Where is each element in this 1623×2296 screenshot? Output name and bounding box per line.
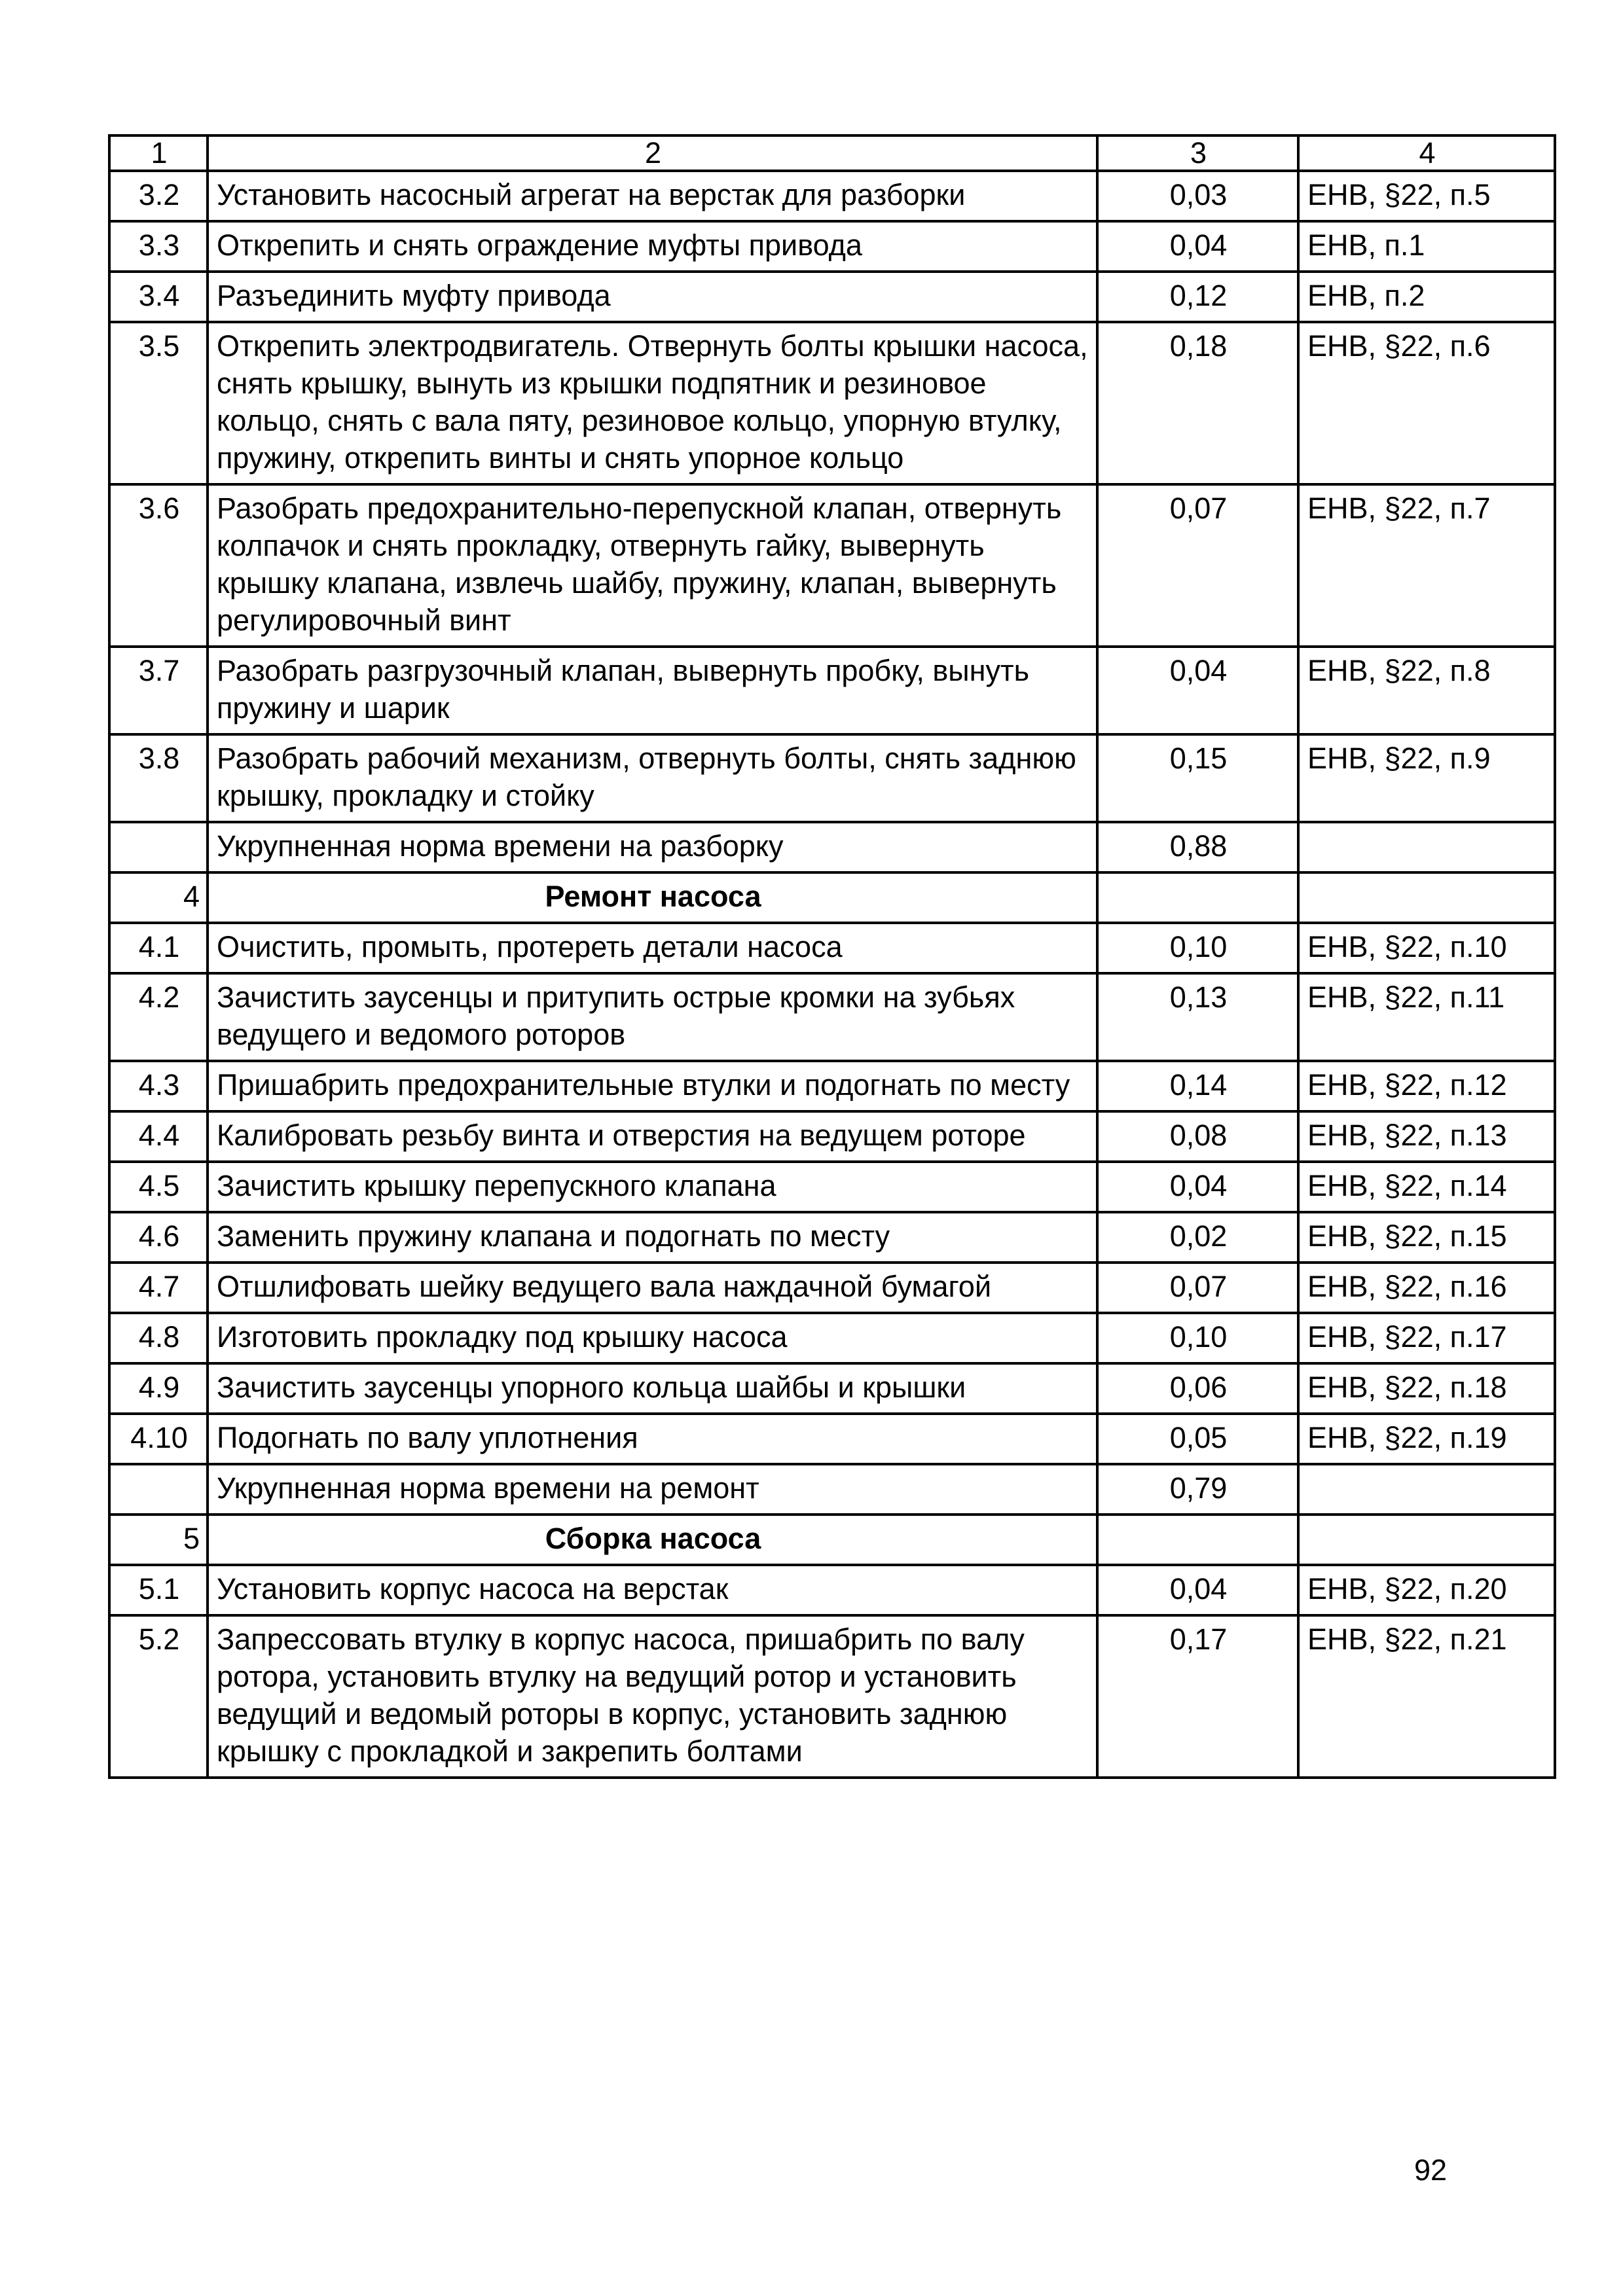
row-reference: ЕНВ, §22, п.18 [1298, 1363, 1555, 1414]
table-row [109, 322, 1555, 484]
row-description: Разъединить муфту привода [208, 272, 1097, 322]
row-description: Открепить электродвигатель. Отвернуть болты крышки насоса, снять крышку, вынуть из крышки подпятник и резиновое кольцо, снять с вала пяту, резиновое кольцо, упорную втулку, пружину, открепить винты и снять упорное кольцо [208, 322, 1097, 484]
row-reference: ЕНВ, §22, п.11 [1298, 973, 1555, 1061]
row-description: Зачистить заусенцы упорного кольца шайбы и крышки [208, 1363, 1097, 1414]
header-cell: 2 [208, 135, 1097, 171]
table-row [109, 221, 1555, 272]
table-row [109, 272, 1555, 322]
row-number: 3.5 [109, 322, 208, 484]
row-reference: ЕНВ, §22, п.10 [1298, 923, 1555, 973]
row-reference: ЕНВ, §22, п.12 [1298, 1061, 1555, 1111]
row-time-norm: 0,88 [1097, 822, 1298, 872]
row-description: Установить насосный агрегат на верстак для разборки [208, 171, 1097, 221]
row-number: 4.4 [109, 1111, 208, 1162]
row-time-norm: 0,04 [1097, 647, 1298, 734]
row-reference: ЕНВ, п.2 [1298, 272, 1555, 322]
row-reference [1298, 1515, 1555, 1565]
row-number: 3.6 [109, 484, 208, 647]
header-cell: 1 [109, 135, 208, 171]
row-description: Отшлифовать шейку ведущего вала наждачной бумагой [208, 1263, 1097, 1313]
row-time-norm: 0,04 [1097, 1565, 1298, 1615]
section-row [109, 872, 1555, 923]
row-reference: ЕНВ, §22, п.17 [1298, 1313, 1555, 1363]
page-number: 92 [1414, 2153, 1448, 2187]
row-number: 3.8 [109, 734, 208, 822]
table-row [109, 484, 1555, 647]
table-row [109, 647, 1555, 734]
table-row [109, 973, 1555, 1061]
row-number: 3.3 [109, 221, 208, 272]
row-description: Установить корпус насоса на верстак [208, 1565, 1097, 1615]
row-time-norm: 0,10 [1097, 1313, 1298, 1363]
row-reference [1298, 872, 1555, 923]
row-time-norm: 0,10 [1097, 923, 1298, 973]
row-description: Подогнать по валу уплотнения [208, 1414, 1097, 1464]
row-number: 5 [109, 1515, 208, 1565]
row-reference [1298, 822, 1555, 872]
row-description: Очистить, промыть, протереть детали насоса [208, 923, 1097, 973]
table-row [109, 1263, 1555, 1313]
row-number [109, 1464, 208, 1515]
row-reference: ЕНВ, §22, п.16 [1298, 1263, 1555, 1313]
table-row [109, 1363, 1555, 1414]
row-number: 4.7 [109, 1263, 208, 1313]
row-time-norm: 0,02 [1097, 1212, 1298, 1263]
row-reference: ЕНВ, §22, п.19 [1298, 1414, 1555, 1464]
row-number [109, 822, 208, 872]
table-row [109, 1162, 1555, 1212]
row-reference: ЕНВ, §22, п.21 [1298, 1615, 1555, 1778]
row-time-norm [1097, 1515, 1298, 1565]
row-time-norm: 0,07 [1097, 484, 1298, 647]
header-row [109, 135, 1555, 171]
row-description: Укрупненная норма времени на разборку [208, 822, 1097, 872]
row-description: Разобрать разгрузочный клапан, вывернуть пробку, вынуть пружину и шарик [208, 647, 1097, 734]
row-time-norm: 0,08 [1097, 1111, 1298, 1162]
row-time-norm: 0,79 [1097, 1464, 1298, 1515]
row-time-norm: 0,17 [1097, 1615, 1298, 1778]
row-description: Пришабрить предохранительные втулки и подогнать по месту [208, 1061, 1097, 1111]
row-time-norm: 0,05 [1097, 1414, 1298, 1464]
table-row [109, 1565, 1555, 1615]
section-row [109, 1515, 1555, 1565]
row-number: 4.10 [109, 1414, 208, 1464]
row-reference: ЕНВ, §22, п.14 [1298, 1162, 1555, 1212]
table-row [109, 822, 1555, 872]
row-reference: ЕНВ, §22, п.13 [1298, 1111, 1555, 1162]
row-reference: ЕНВ, §22, п.6 [1298, 322, 1555, 484]
row-reference [1298, 1464, 1555, 1515]
row-number: 3.2 [109, 171, 208, 221]
row-reference: ЕНВ, §22, п.8 [1298, 647, 1555, 734]
row-description: Запрессовать втулку в корпус насоса, пришабрить по валу ротора, установить втулку на ведущий ротор и установить ведущий и ведомый роторы в корпус, установить заднюю крышку с прокладкой и закрепить болтами [208, 1615, 1097, 1778]
row-description: Заменить пружину клапана и подогнать по месту [208, 1212, 1097, 1263]
table-row [109, 923, 1555, 973]
table-row [109, 1212, 1555, 1263]
row-time-norm: 0,03 [1097, 171, 1298, 221]
row-description: Разобрать рабочий механизм, отвернуть болты, снять заднюю крышку, прокладку и стойку [208, 734, 1097, 822]
table-body [109, 135, 1555, 1778]
row-reference: ЕНВ, §22, п.20 [1298, 1565, 1555, 1615]
row-reference: ЕНВ, §22, п.15 [1298, 1212, 1555, 1263]
row-number: 4.8 [109, 1313, 208, 1363]
row-description: Зачистить крышку перепускного клапана [208, 1162, 1097, 1212]
row-description: Калибровать резьбу винта и отверстия на ведущем роторе [208, 1111, 1097, 1162]
row-reference: ЕНВ, §22, п.9 [1298, 734, 1555, 822]
table-row [109, 171, 1555, 221]
table-row [109, 1615, 1555, 1778]
row-number: 3.7 [109, 647, 208, 734]
table-row [109, 1313, 1555, 1363]
row-number: 4.6 [109, 1212, 208, 1263]
row-reference: ЕНВ, п.1 [1298, 221, 1555, 272]
row-description: Изготовить прокладку под крышку насоса [208, 1313, 1097, 1363]
row-time-norm [1097, 872, 1298, 923]
norms-table [108, 134, 1556, 1779]
row-time-norm: 0,07 [1097, 1263, 1298, 1313]
row-number: 5.1 [109, 1565, 208, 1615]
row-description: Открепить и снять ограждение муфты привода [208, 221, 1097, 272]
row-description: Зачистить заусенцы и притупить острые кромки на зубьях ведущего и ведомого роторов [208, 973, 1097, 1061]
row-time-norm: 0,18 [1097, 322, 1298, 484]
header-cell: 3 [1097, 135, 1298, 171]
row-number: 4.1 [109, 923, 208, 973]
table-row [109, 1464, 1555, 1515]
section-title: Сборка насоса [208, 1515, 1097, 1565]
table-row [109, 1111, 1555, 1162]
table-row [109, 734, 1555, 822]
row-time-norm: 0,15 [1097, 734, 1298, 822]
row-time-norm: 0,06 [1097, 1363, 1298, 1414]
row-number: 5.2 [109, 1615, 208, 1778]
row-number: 4.5 [109, 1162, 208, 1212]
row-number: 4 [109, 872, 208, 923]
table-row [109, 1061, 1555, 1111]
row-number: 4.3 [109, 1061, 208, 1111]
row-time-norm: 0,04 [1097, 1162, 1298, 1212]
row-number: 3.4 [109, 272, 208, 322]
section-title: Ремонт насоса [208, 872, 1097, 923]
row-number: 4.2 [109, 973, 208, 1061]
header-cell: 4 [1298, 135, 1555, 171]
row-reference: ЕНВ, §22, п.5 [1298, 171, 1555, 221]
row-time-norm: 0,12 [1097, 272, 1298, 322]
row-time-norm: 0,14 [1097, 1061, 1298, 1111]
table-row [109, 1414, 1555, 1464]
row-time-norm: 0,04 [1097, 221, 1298, 272]
row-number: 4.9 [109, 1363, 208, 1414]
row-description: Разобрать предохранительно-перепускной клапан, отвернуть колпачок и снять прокладку, отвернуть гайку, вывернуть крышку клапана, извлечь шайбу, пружину, клапан, вывернуть регулировочный винт [208, 484, 1097, 647]
row-time-norm: 0,13 [1097, 973, 1298, 1061]
row-description: Укрупненная норма времени на ремонт [208, 1464, 1097, 1515]
row-reference: ЕНВ, §22, п.7 [1298, 484, 1555, 647]
